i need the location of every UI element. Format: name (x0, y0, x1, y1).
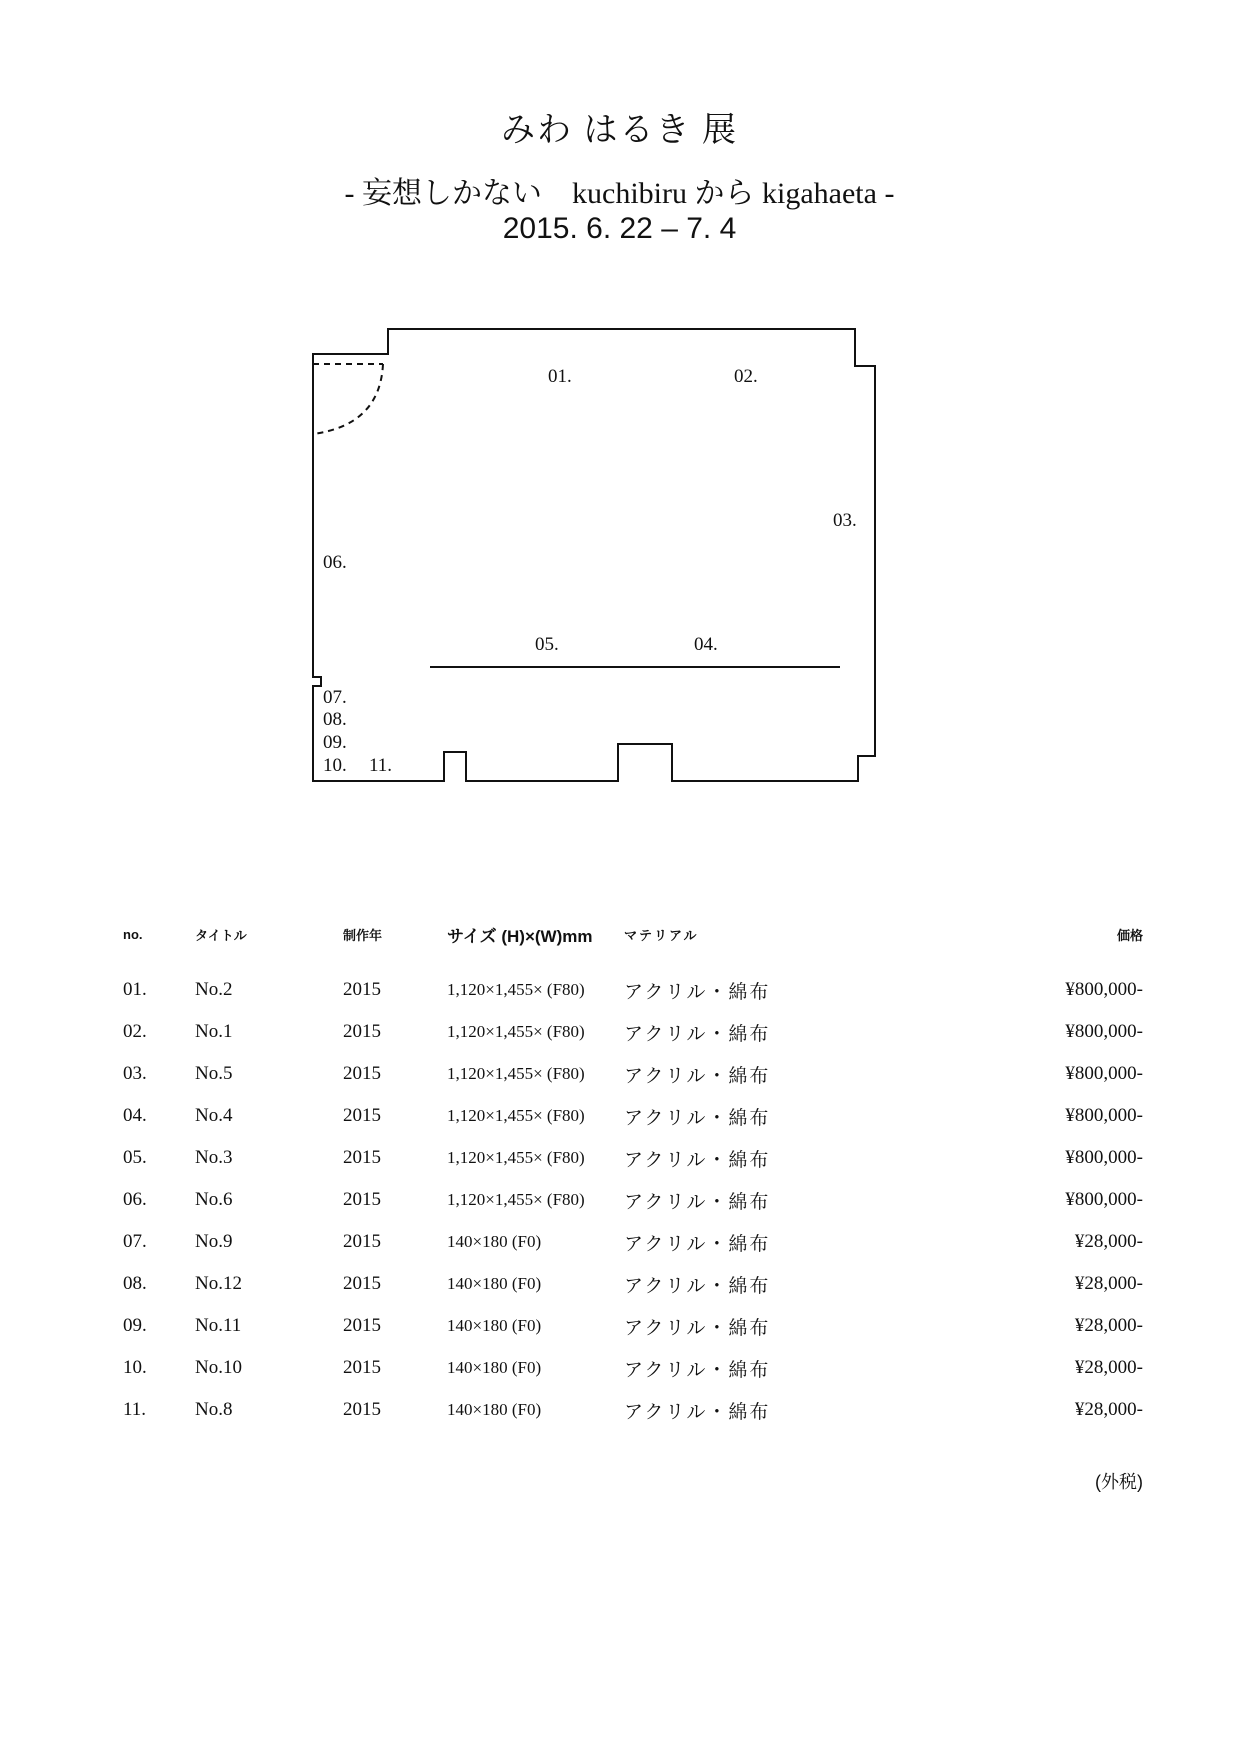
cell-title: No.2 (195, 979, 233, 1000)
cell-price: ¥800,000- (1065, 1063, 1143, 1084)
plan-position-01: 01. (548, 366, 572, 387)
exhibition-title: みわ はるき 展 (501, 112, 738, 149)
works-table (118, 922, 1143, 1431)
table-row (118, 969, 1143, 1011)
plan-position-02: 02. (734, 366, 758, 387)
cell-year: 2015 (343, 1231, 381, 1252)
plan-position-09: 09. (323, 732, 347, 753)
cell-material: アクリル・綿布 (624, 1359, 771, 1381)
exhibition-subtitle: - 妄想しかない kuchibiru から kigahaeta - (344, 177, 895, 210)
cell-no: 11. (123, 1399, 147, 1420)
cell-material: アクリル・綿布 (624, 1275, 771, 1297)
cell-no: 05. (123, 1147, 147, 1168)
floor-plan-walls (313, 329, 875, 781)
cell-title: No.6 (195, 1189, 233, 1210)
cell-material: アクリル・綿布 (624, 1107, 771, 1129)
cell-year: 2015 (343, 1315, 381, 1336)
cell-no: 07. (123, 1231, 147, 1252)
header-material: マテリアル (624, 928, 699, 943)
cell-no: 04. (123, 1105, 147, 1126)
cell-price: ¥800,000- (1065, 1105, 1143, 1126)
cell-price: ¥800,000- (1065, 1147, 1143, 1168)
cell-size: 1,120×1,455× (F80) (447, 1106, 585, 1125)
cell-size: 140×180 (F0) (447, 1232, 542, 1251)
cell-size: 1,120×1,455× (F80) (447, 980, 585, 999)
cell-size: 140×180 (F0) (447, 1274, 542, 1293)
cell-size: 1,120×1,455× (F80) (447, 1190, 585, 1209)
cell-material: アクリル・綿布 (624, 1191, 771, 1213)
cell-material: アクリル・綿布 (624, 981, 771, 1003)
cell-size: 140×180 (F0) (447, 1400, 542, 1419)
header-year: 制作年 (343, 928, 383, 943)
cell-size: 1,120×1,455× (F80) (447, 1022, 585, 1041)
plan-position-04: 04. (694, 634, 718, 655)
tax-note: (外税) (1095, 1472, 1143, 1492)
header-no: no. (123, 927, 143, 942)
cell-no: 01. (123, 979, 147, 1000)
header-title: タイトル (195, 928, 247, 943)
cell-no: 02. (123, 1021, 147, 1042)
plan-position-11: 11. (369, 755, 393, 776)
floor-plan (0, 0, 1239, 800)
cell-year: 2015 (343, 1147, 381, 1168)
cell-year: 2015 (343, 1189, 381, 1210)
cell-no: 03. (123, 1063, 147, 1084)
table-row (118, 1263, 1143, 1305)
cell-size: 1,120×1,455× (F80) (447, 1148, 585, 1167)
table-row (118, 1347, 1143, 1389)
table-row (118, 1305, 1143, 1347)
table-row (118, 1389, 1143, 1431)
table-row (118, 1053, 1143, 1095)
header-size: サイズ (H)×(W)mm (447, 927, 593, 946)
cell-title: No.8 (195, 1399, 233, 1420)
cell-title: No.12 (195, 1273, 242, 1294)
cell-price: ¥800,000- (1065, 1021, 1143, 1042)
cell-material: アクリル・綿布 (624, 1401, 771, 1423)
cell-year: 2015 (343, 979, 381, 1000)
works-table-header (118, 922, 1143, 969)
door-swing (313, 364, 383, 434)
cell-title: No.11 (195, 1315, 242, 1336)
plan-position-08: 08. (323, 709, 347, 730)
cell-title: No.4 (195, 1105, 233, 1126)
cell-year: 2015 (343, 1273, 381, 1294)
plan-position-07: 07. (323, 687, 347, 708)
cell-title: No.10 (195, 1357, 242, 1378)
cell-price: ¥800,000- (1065, 979, 1143, 1000)
table-row (118, 1179, 1143, 1221)
cell-title: No.9 (195, 1231, 233, 1252)
cell-material: アクリル・綿布 (624, 1233, 771, 1255)
cell-year: 2015 (343, 1357, 381, 1378)
cell-year: 2015 (343, 1399, 381, 1420)
table-row (118, 1221, 1143, 1263)
plan-position-05: 05. (535, 634, 559, 655)
cell-title: No.3 (195, 1147, 233, 1168)
plan-position-10: 10. (323, 755, 347, 776)
cell-no: 08. (123, 1273, 147, 1294)
table-row (118, 1095, 1143, 1137)
cell-price: ¥28,000- (1074, 1315, 1143, 1336)
cell-price: ¥28,000- (1074, 1357, 1143, 1378)
table-row (118, 1137, 1143, 1179)
cell-price: ¥28,000- (1074, 1399, 1143, 1420)
cell-title: No.5 (195, 1063, 233, 1084)
cell-title: No.1 (195, 1021, 233, 1042)
cell-size: 140×180 (F0) (447, 1358, 542, 1377)
exhibition-dates: 2015. 6. 22 – 7. 4 (502, 212, 737, 245)
cell-price: ¥800,000- (1065, 1189, 1143, 1210)
plan-position-03: 03. (833, 510, 857, 531)
cell-year: 2015 (343, 1105, 381, 1126)
cell-price: ¥28,000- (1074, 1273, 1143, 1294)
table-row (118, 1011, 1143, 1053)
cell-size: 1,120×1,455× (F80) (447, 1064, 585, 1083)
cell-no: 06. (123, 1189, 147, 1210)
cell-no: 10. (123, 1357, 147, 1378)
cell-year: 2015 (343, 1063, 381, 1084)
header-price: 価格 (1116, 928, 1143, 943)
cell-material: アクリル・綿布 (624, 1023, 771, 1045)
plan-position-06: 06. (323, 552, 347, 573)
cell-material: アクリル・綿布 (624, 1065, 771, 1087)
cell-price: ¥28,000- (1074, 1231, 1143, 1252)
cell-year: 2015 (343, 1021, 381, 1042)
cell-size: 140×180 (F0) (447, 1316, 542, 1335)
cell-material: アクリル・綿布 (624, 1317, 771, 1339)
cell-no: 09. (123, 1315, 147, 1336)
cell-material: アクリル・綿布 (624, 1149, 771, 1171)
